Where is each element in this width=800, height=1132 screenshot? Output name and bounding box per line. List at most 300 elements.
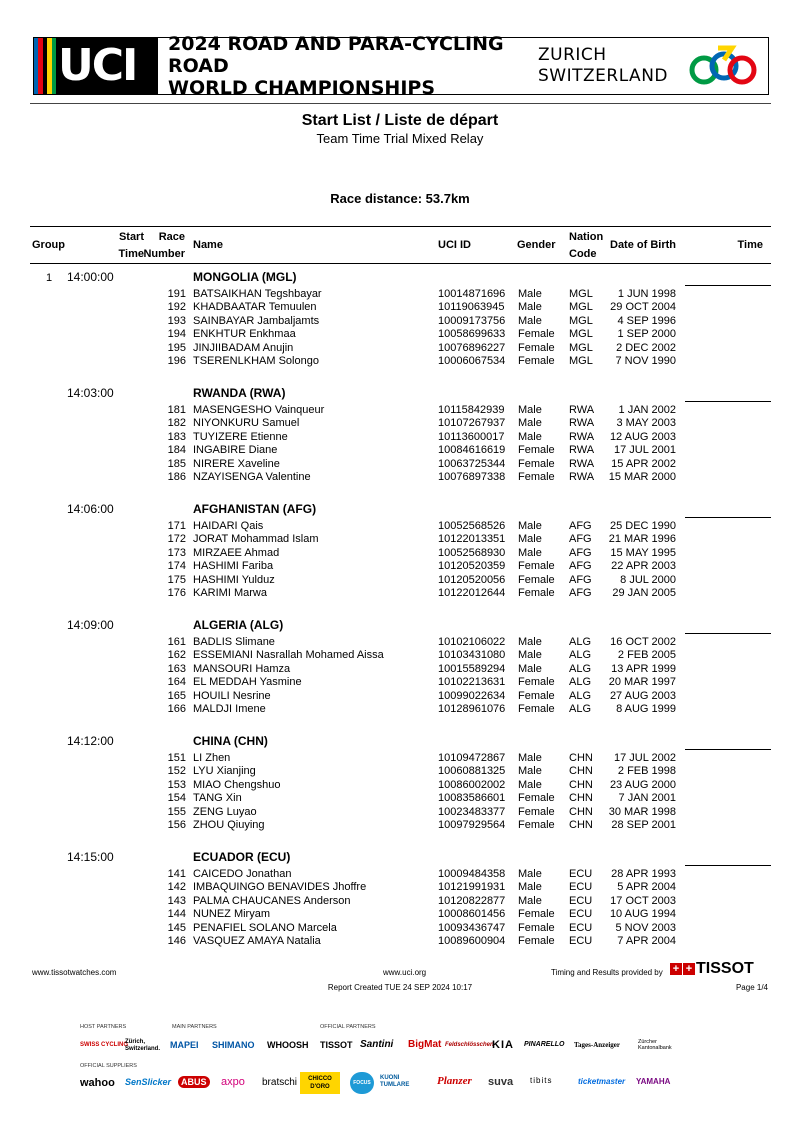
sponsor-main: SHIMANO [212,1040,255,1050]
race-number: 186 [167,471,186,483]
rider-name: SAINBAYAR Jambaljamts [193,314,320,327]
uci-id: 10089600904 [438,935,506,947]
uci-id: 10102106022 [438,636,506,648]
nation-code: CHN [569,819,593,831]
uci-id: 10113600017 [438,430,505,443]
uci-id: 10102213631 [438,676,506,689]
gender: Female [518,805,555,818]
start-time: 14:06:00 [67,502,114,516]
gender: Female [518,471,555,483]
team-name: RWANDA (RWA) [193,386,286,400]
rider-name: LYU Xianjing [193,765,256,778]
col-race-line2: Number [143,248,185,260]
gender: Male [518,404,542,416]
swiss-cross-icon: + [683,963,695,975]
gender: Female [518,935,555,947]
col-time: Time [737,239,763,251]
footer-timing-credit: Timing and Results provided by [551,968,663,977]
nation-code: RWA [569,471,595,483]
rider-name: BADLIS Slimane [193,636,275,648]
uci-id: 10103431080 [438,649,506,662]
date-of-birth: 1 JAN 2002 [618,404,676,416]
uci-id: 10122012644 [438,587,506,599]
date-of-birth: 2 FEB 1998 [617,765,676,778]
gender: Female [518,676,555,689]
gender: Female [518,792,555,805]
uci-id: 10121991931 [438,881,506,894]
date-of-birth: 15 MAR 2000 [608,471,676,483]
uci-id: 10060881325 [438,765,506,778]
table-row [0,752,800,765]
sponsor-supplier: wahoo [80,1077,115,1089]
official-partners-label: OFFICIAL PARTNERS [320,1024,376,1030]
nation-code: RWA [569,457,595,470]
sponsor-supplier: bratschi [262,1077,298,1088]
group-number: 1 [46,272,53,284]
rider-name: TSERENLKHAM Solongo [193,355,319,367]
page-title: Start List / Liste de départ [301,112,499,129]
date-of-birth: 27 AUG 2003 [609,689,676,702]
col-uci-id: UCI ID [438,239,471,251]
gender: Male [518,765,542,778]
table-row [0,547,800,560]
sponsor-official: BigMat [408,1039,442,1050]
sponsor-official: Tages-Anzeiger [574,1041,621,1049]
rider-name: ENKHTUR Enkhmaa [193,328,296,341]
rider-name: INGABIRE Diane [193,444,278,457]
uci-id: 10084616619 [438,444,506,457]
nation-code: AFG [569,573,592,586]
uci-id: 10058699633 [438,328,506,341]
date-of-birth: 16 OCT 2002 [610,636,676,648]
rider-name: KHADBAATAR Temuulen [193,301,317,314]
table-row [0,703,800,716]
sponsor-supplier: ticketmaster [578,1077,626,1086]
sponsor-main: WHOOSH [267,1040,309,1050]
table-row [0,328,800,341]
rider-name: HOUILI Nesrine [193,689,271,702]
nation-code: ECU [569,881,593,894]
gender: Male [518,288,542,300]
start-group [0,268,800,384]
gender: Male [518,314,542,327]
championship-title-line2: WORLD CHAMPIONSHIPS [168,77,436,99]
host-city-line1: ZURICH [538,45,607,65]
date-of-birth: 7 NOV 1990 [615,355,676,367]
nation-code: AFG [569,560,592,573]
rider-name: PENAFIEL SOLANO Marcela [193,921,337,934]
nation-code: ALG [569,689,592,702]
uci-id: 10076897338 [438,471,506,483]
date-of-birth: 4 SEP 1996 [617,314,676,327]
date-of-birth: 17 JUL 2001 [614,444,676,457]
rider-name: MIRZAEE Ahmad [193,546,280,559]
table-row [0,342,800,355]
sponsor-supplier: suva [488,1076,514,1088]
gender: Female [518,457,555,470]
date-of-birth: 29 OCT 2004 [610,301,676,314]
sponsor-supplier: SenSlicker [125,1077,172,1087]
rider-name: MANSOURI Hamza [193,662,291,675]
start-time: 14:12:00 [67,734,114,748]
sponsor-host: Zürich, Switzerland. [125,1039,161,1052]
championship-title-line1: 2024 ROAD AND PARA-CYCLING ROAD [168,33,504,77]
footer-tissot-url[interactable]: www.tissotwatches.com [32,968,117,977]
sponsor-official: TISSOT [320,1040,353,1050]
nation-code: ECU [569,908,593,921]
uci-id: 10008601456 [438,908,506,921]
start-group [0,500,800,616]
date-of-birth: 12 AUG 2003 [609,430,676,443]
gender: Male [518,417,542,430]
rider-name: BATSAIKHAN Tegshbayar [193,288,322,300]
rainbow-stripes [34,38,56,94]
race-number: 196 [167,355,186,367]
gender: Male [518,662,542,675]
race-number: 176 [167,587,186,599]
date-of-birth: 15 APR 2002 [611,457,676,470]
rider-name: JINJIIBADAM Anujin [193,341,294,354]
uci-id: 10052568930 [438,546,506,559]
nation-code: AFG [569,546,592,559]
nation-code: ALG [569,649,592,662]
championship-title [158,33,538,99]
sponsor-supplier: CHICCO D'ORO [300,1072,340,1094]
race-number: 183 [167,430,186,443]
table-row [0,663,800,676]
uci-id: 10009173756 [438,314,506,327]
date-of-birth: 8 AUG 1999 [616,703,676,715]
table-row [0,574,800,587]
gender: Female [518,560,555,573]
col-nation-line1: Nation [569,231,604,243]
uci-id: 10120822877 [438,894,506,907]
rider-name: NZAYISENGA Valentine [193,471,311,483]
table-row [0,471,800,484]
col-group: Group [32,239,65,251]
table-row [0,355,800,368]
race-number: 156 [167,819,186,831]
nation-code: AFG [569,587,592,599]
date-of-birth: 5 APR 2004 [617,881,676,894]
race-number: 142 [167,881,186,894]
gender: Male [518,868,542,880]
uci-id: 10120520056 [438,573,506,586]
race-number: 192 [167,301,186,314]
uci-id: 10015589294 [438,662,506,675]
table-row [0,908,800,921]
table-row [0,922,800,935]
date-of-birth: 21 MAR 1996 [608,533,676,546]
time-entry-line [685,401,771,402]
race-number: 194 [167,328,186,341]
start-time: 14:00:00 [67,270,114,284]
sponsor-host: SWISS CYCLING [80,1042,129,1048]
rider-name: JORAT Mohammad Islam [193,533,319,546]
race-number: 165 [167,689,186,702]
nation-code: RWA [569,444,595,457]
time-entry-line [685,749,771,750]
table-row [0,417,800,430]
gender: Female [518,444,555,457]
uci-id: 10115842939 [438,404,505,416]
uci-id: 10107267937 [438,417,506,430]
nation-code: ALG [569,676,592,689]
table-row [0,587,800,600]
sponsor-supplier: KUONI TUMLARE [380,1075,410,1088]
nation-code: CHN [569,778,593,791]
uci-id: 10009484358 [438,868,506,880]
gender: Female [518,328,555,341]
uci-id: 10063725344 [438,457,506,470]
rider-name: MIAO Chengshuo [193,778,281,791]
table-row [0,895,800,908]
race-number: 163 [167,662,186,675]
date-of-birth: 17 OCT 2003 [610,894,676,907]
race-number: 171 [167,520,186,532]
uci-id: 10014871696 [438,288,506,300]
start-time: 14:09:00 [67,618,114,632]
gender: Male [518,636,542,648]
start-group [0,848,800,964]
race-number: 146 [167,935,186,947]
nation-code: ALG [569,703,592,715]
date-of-birth: 28 APR 1993 [611,868,676,880]
gender: Male [518,430,542,443]
table-row [0,404,800,417]
date-of-birth: 23 AUG 2000 [609,778,676,791]
table-row [0,458,800,471]
race-number: 155 [167,805,186,818]
date-of-birth: 1 JUN 1998 [617,288,676,300]
date-of-birth: 28 SEP 2001 [611,819,676,831]
swiss-cross-icon: + [670,963,682,975]
race-number: 154 [167,792,186,805]
uci-id: 10076896227 [438,341,506,354]
race-number: 145 [167,921,186,934]
start-time: 14:15:00 [67,850,114,864]
race-number: 143 [167,894,186,907]
table-row [0,288,800,301]
date-of-birth: 2 DEC 2002 [616,341,676,354]
gender: Female [518,703,555,715]
sponsor-official: PINARELLO [524,1041,565,1048]
rider-name: HAIDARI Qais [193,520,264,532]
date-of-birth: 5 NOV 2003 [615,921,676,934]
time-entry-line [685,517,771,518]
rider-name: HASHIMI Yulduz [193,573,275,586]
table-row [0,935,800,948]
nation-code: RWA [569,417,595,430]
date-of-birth: 1 SEP 2000 [617,328,676,341]
gender: Female [518,908,555,921]
rider-name: MASENGESHO Vainqueur [193,404,325,416]
table-row [0,301,800,314]
nation-code: AFG [569,520,592,532]
table-row [0,676,800,689]
gender: Male [518,546,542,559]
gender: Female [518,355,555,367]
race-number: 193 [167,314,186,327]
official-suppliers-label: OFFICIAL SUPPLIERS [80,1063,137,1069]
col-start-line1: Start [118,231,144,243]
gender: Male [518,649,542,662]
table-row [0,315,800,328]
rider-name: MALDJI Imene [193,703,266,715]
table-row [0,560,800,573]
nation-code: ALG [569,636,592,648]
team-name: ECUADOR (ECU) [193,850,291,864]
nation-code: AFG [569,533,592,546]
table-header [30,226,771,264]
rider-name: TANG Xin [193,792,242,805]
nation-code: ALG [569,662,592,675]
date-of-birth: 13 APR 1999 [611,662,676,675]
nation-code: CHN [569,765,593,778]
date-of-birth: 15 MAY 1995 [610,546,676,559]
race-number: 195 [167,341,186,354]
nation-code: MGL [569,301,593,314]
race-number: 141 [167,868,186,880]
table-row [0,806,800,819]
gender: Male [518,894,542,907]
race-number: 172 [167,533,186,546]
race-number: 164 [167,676,186,689]
date-of-birth: 2 FEB 2005 [617,649,676,662]
race-number: 151 [167,752,186,764]
sponsor-supplier: Planzer [437,1075,472,1087]
race-number: 181 [167,404,186,416]
date-of-birth: 17 JUL 2002 [614,752,676,764]
gender: Female [518,819,555,831]
col-gender: Gender [517,239,556,251]
gender: Male [518,752,542,764]
table-row [0,779,800,792]
team-name: MONGOLIA (MGL) [193,270,297,284]
uci-id: 10052568526 [438,520,506,532]
col-start-line2: Time [118,248,144,260]
nation-code: ECU [569,894,593,907]
host-city [538,38,678,94]
uci-id: 10119063945 [438,301,505,314]
gender: Male [518,301,542,314]
race-number: 144 [167,908,186,921]
tissot-logo [670,960,754,978]
rider-name: NIYONKURU Samuel [193,417,300,430]
table-row [0,431,800,444]
team-name: ALGERIA (ALG) [193,618,284,632]
race-number: 182 [167,417,186,430]
rider-name: LI Zhen [193,752,231,764]
table-row [0,881,800,894]
sponsor-supplier: ABUS [178,1076,210,1088]
main-partners-label: MAIN PARTNERS [172,1024,217,1030]
uci-logo [34,38,158,94]
gender: Male [518,533,542,546]
race-number: 152 [167,765,186,778]
race-number: 153 [167,778,186,791]
col-date-of-birth: Date of Birth [610,239,676,251]
page-number: Page 1/4 [735,983,768,992]
table-row [0,636,800,649]
race-number: 184 [167,444,186,457]
nation-code: RWA [569,404,595,416]
rider-name: IMBAQUINGO BENAVIDES Jhoffre [193,881,367,894]
start-list [0,268,800,964]
sponsor-supplier: FOCUS [350,1072,374,1094]
rider-name: ZENG Luyao [193,805,257,818]
table-row [0,819,800,832]
gender: Female [518,587,555,599]
report-created: Report Created TUE 24 SEP 2024 10:17 [327,983,473,992]
rider-name: VASQUEZ AMAYA Natalia [193,935,321,947]
date-of-birth: 22 APR 2003 [611,560,676,573]
gender: Female [518,573,555,586]
col-name: Name [193,239,223,251]
date-of-birth: 3 MAY 2003 [616,417,676,430]
time-entry-line [685,285,771,286]
sponsor-official: Santini [360,1039,394,1050]
gender: Female [518,689,555,702]
sponsor-supplier: axpo [221,1076,245,1088]
table-row [0,792,800,805]
host-partners-label: HOST PARTNERS [80,1024,127,1030]
footer-uci-url[interactable]: www.uci.org [383,968,427,977]
nation-code: CHN [569,792,593,805]
rider-name: CAICEDO Jonathan [193,868,292,880]
host-city-line2: SWITZERLAND [538,66,668,86]
nation-code: MGL [569,314,593,327]
date-of-birth: 30 MAR 1998 [608,805,676,818]
nation-code: ECU [569,868,593,880]
rider-name: NUNEZ Miryam [193,908,270,921]
race-subtitle: Team Time Trial Mixed Relay [316,131,484,146]
date-of-birth: 20 MAR 1997 [608,676,676,689]
uci-id: 10122013351 [438,533,506,546]
race-number: 191 [167,288,186,300]
race-number: 161 [167,636,186,648]
race-number: 185 [167,457,186,470]
nation-code: MGL [569,341,593,354]
table-row [0,868,800,881]
rider-name: ESSEMIANI Nasrallah Mohamed Aissa [193,649,384,662]
sponsor-main: MAPEI [170,1040,199,1050]
table-row [0,520,800,533]
date-of-birth: 10 AUG 1994 [609,908,676,921]
sponsor-official: Feldschlösschen [445,1042,494,1048]
uci-id: 10109472867 [438,752,506,764]
date-of-birth: 25 DEC 1990 [609,520,676,532]
rider-name: HASHIMI Fariba [193,560,274,573]
date-of-birth: 7 JAN 2001 [618,792,676,805]
gender: Male [518,881,542,894]
rider-name: KARIMI Marwa [193,587,267,599]
col-race-line1: Race [158,231,185,243]
date-of-birth: 8 JUL 2000 [620,573,676,586]
nation-code: ECU [569,921,593,934]
team-name: CHINA (CHN) [193,734,268,748]
uci-id: 10023483377 [438,805,506,818]
uci-id: 10006067534 [438,355,506,367]
nation-code: MGL [569,355,593,367]
uci-id: 10120520359 [438,560,506,573]
start-group [0,732,800,848]
table-row [0,690,800,703]
rider-name: EL MEDDAH Yasmine [193,676,302,689]
date-of-birth: 29 JAN 2005 [612,587,676,599]
time-entry-line [685,865,771,866]
time-entry-line [685,633,771,634]
